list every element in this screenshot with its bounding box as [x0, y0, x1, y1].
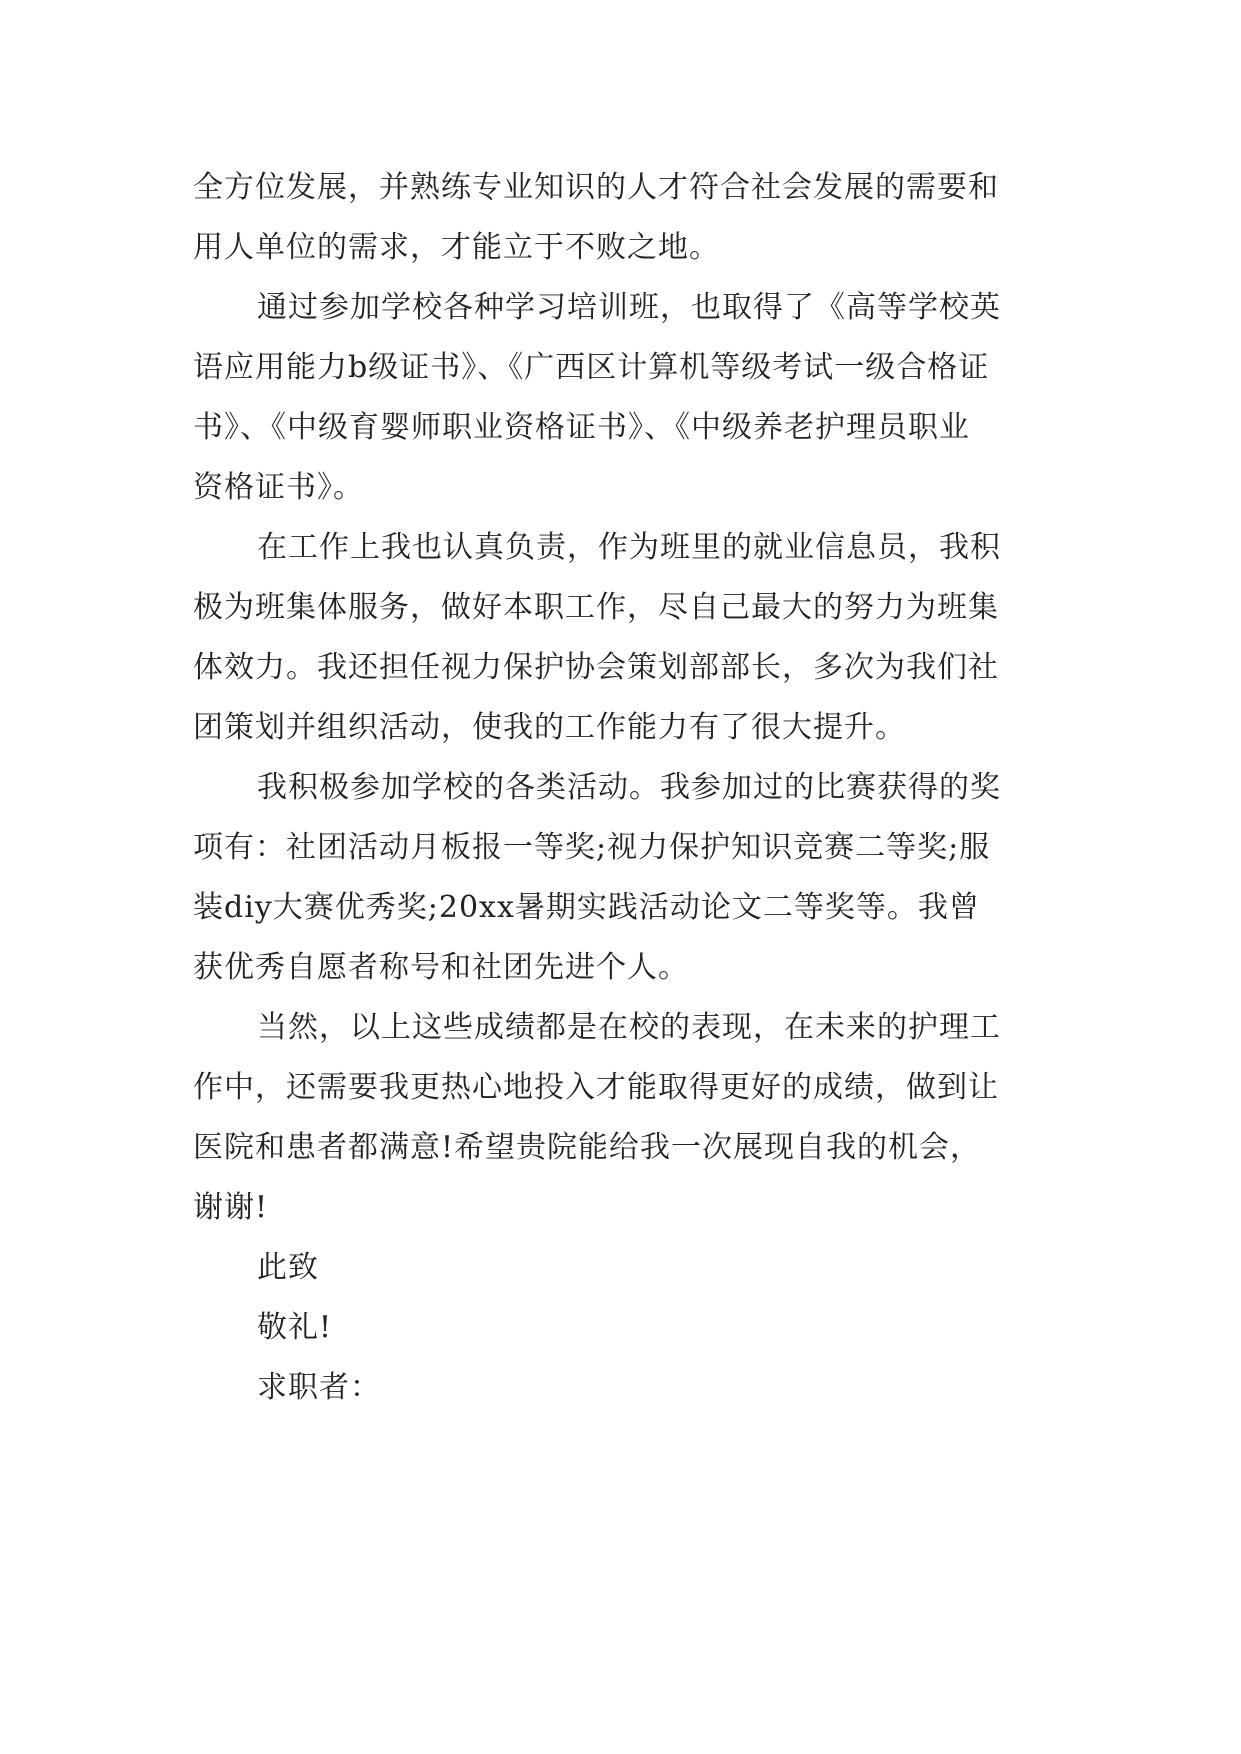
paragraph-5 [193, 998, 1053, 1238]
signature-label: 求职者： [257, 1370, 381, 1405]
text-line: 极为班集体服务，做好本职工作，尽自己最大的努力为班集 [193, 590, 999, 625]
text-line: 装diy大赛优秀奖;20xx暑期实践活动论文二等奖等。我曾 [193, 890, 980, 925]
closing-salutation: 此致 [257, 1250, 319, 1285]
text-line: 在工作上我也认真负责，作为班里的就业信息员，我积 [257, 530, 1001, 565]
text-line: 团策划并组织活动，使我的工作能力有了很大提升。 [193, 710, 906, 745]
letter-closing [193, 1238, 1053, 1418]
text-line: 体效力。我还担任视力保护协会策划部部长，多次为我们社 [193, 650, 999, 685]
paragraph-4 [193, 758, 1053, 998]
text-line: 项有：社团活动月板报一等奖;视力保护知识竞赛二等奖;服 [193, 830, 991, 865]
closing-regards: 敬礼! [257, 1310, 333, 1345]
letter-body [193, 158, 1053, 1418]
text-line: 语应用能力b级证书》、《广西区计算机等级考试一级合格证 [193, 350, 990, 385]
text-line: 作中，还需要我更热心地投入才能取得更好的成绩，做到让 [193, 1070, 999, 1105]
text-line: 资格证书》。 [193, 470, 364, 505]
text-line: 医院和患者都满意!希望贵院能给我一次展现自我的机会， [193, 1130, 982, 1165]
text-line: 谢谢! [193, 1190, 269, 1225]
text-line: 书》、《中级育婴师职业资格证书》、《中级养老护理员职业 [193, 410, 970, 445]
text-line: 用人单位的需求，才能立于不败之地。 [193, 230, 720, 265]
text-line: 当然，以上这些成绩都是在校的表现，在未来的护理工 [257, 1010, 1001, 1045]
paragraph-2 [193, 278, 1053, 518]
paragraph-1 [193, 158, 1053, 278]
paragraph-3 [193, 518, 1053, 758]
text-line: 通过参加学校各种学习培训班，也取得了《高等学校英 [257, 290, 1001, 325]
text-line: 全方位发展，并熟练专业知识的人才符合社会发展的需要和 [193, 170, 999, 205]
text-line: 获优秀自愿者称号和社团先进个人。 [193, 950, 689, 985]
text-line: 我积极参加学校的各类活动。我参加过的比赛获得的奖 [257, 770, 1001, 805]
